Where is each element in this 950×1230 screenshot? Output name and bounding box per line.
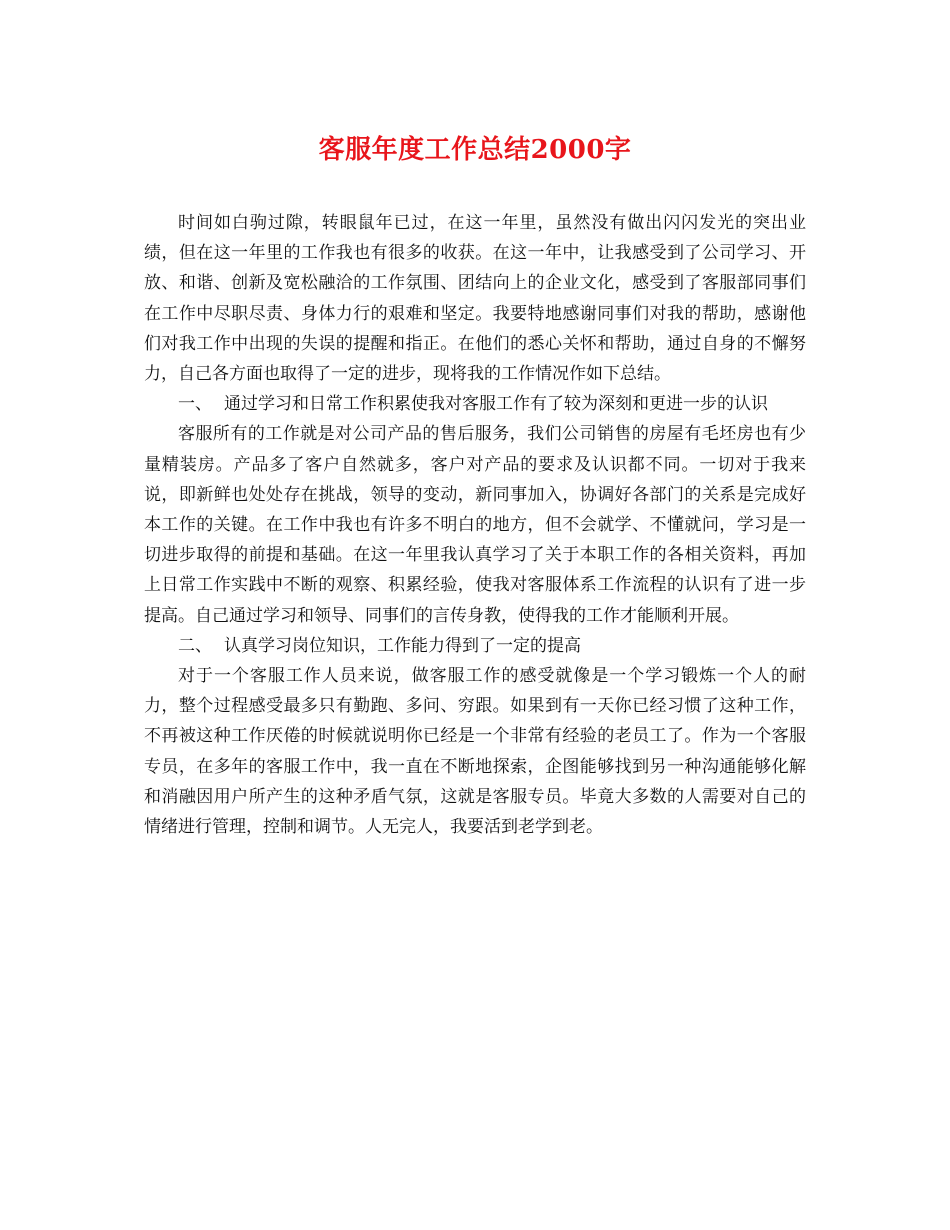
- document-body: [144, 208, 806, 842]
- body-paragraph: 对于一个客服工作人员来说，做客服工作的感受就像是一个学习锻炼一个人的耐力，整个过程感受最多只有勤跑、多问、穷跟。如果到有一天你已经习惯了这种工作，不再被这种工作厌倦的时候就说明你已经是一个非常有经验的老员工了。作为一个客服专员，在多年的客服工作中，我一直在不断地探索，企图能够找到另一种沟通能够化解和消融因用户所产生的这种矛盾气氛，这就是客服专员。毕竟大多数的人需要对自己的情绪进行管理，控制和调节。人无完人，我要活到老学到老。: [144, 666, 806, 838]
- body-paragraph: 时间如白驹过隙，转眼鼠年已过，在这一年里，虽然没有做出闪闪发光的突出业绩，但在这一年里的工作我也有很多的收获。在这一年中，让我感受到了公司学习、开放、和谐、创新及宽松融洽的工作氛围、团结向上的企业文化，感受到了客服部同事们在工作中尽职尽责、身体力行的艰难和坚定。我要特地感谢同事们对我的帮助，感谢他们对我工作中出现的失误的提醒和指正。在他们的悉心关怀和帮助，通过自身的不懈努力，自己各方面也取得了一定的进步，现将我的工作情况作如下总结。: [144, 213, 806, 385]
- document-title: 客服年度工作总结2000字: [318, 135, 632, 165]
- section-heading-text: 通过学习和日常工作积累使我对客服工作有了较为深刻和更进一步的认识: [224, 394, 768, 415]
- section-heading-text: 认真学习岗位知识，工作能力得到了一定的提高: [224, 635, 581, 656]
- body-paragraph: 客服所有的工作就是对公司产品的售后服务，我们公司销售的房屋有毛坯房也有少量精装房。产品多了客户自然就多，客户对产品的要求及认识都不同。一切对于我来说，即新鲜也处处存在挑战，领导的变动，新同事加入，协调好各部门的关系是完成好本工作的关键。在工作中我也有许多不明白的地方，但不会就学、不懂就问，学习是一切进步取得的前提和基础。在这一年里我认真学习了关于本职工作的各相关资料，再加上日常工作实践中不断的观察、积累经验，使我对客服体系工作流程的认识有了进一步提高。自己通过学习和领导、同事们的言传身教，使得我的工作才能顺利开展。: [144, 424, 806, 626]
- section-heading-2: [144, 631, 806, 661]
- section-number: 二、: [178, 635, 212, 656]
- section-number: 一、: [178, 394, 212, 415]
- section-heading-1: [144, 389, 806, 419]
